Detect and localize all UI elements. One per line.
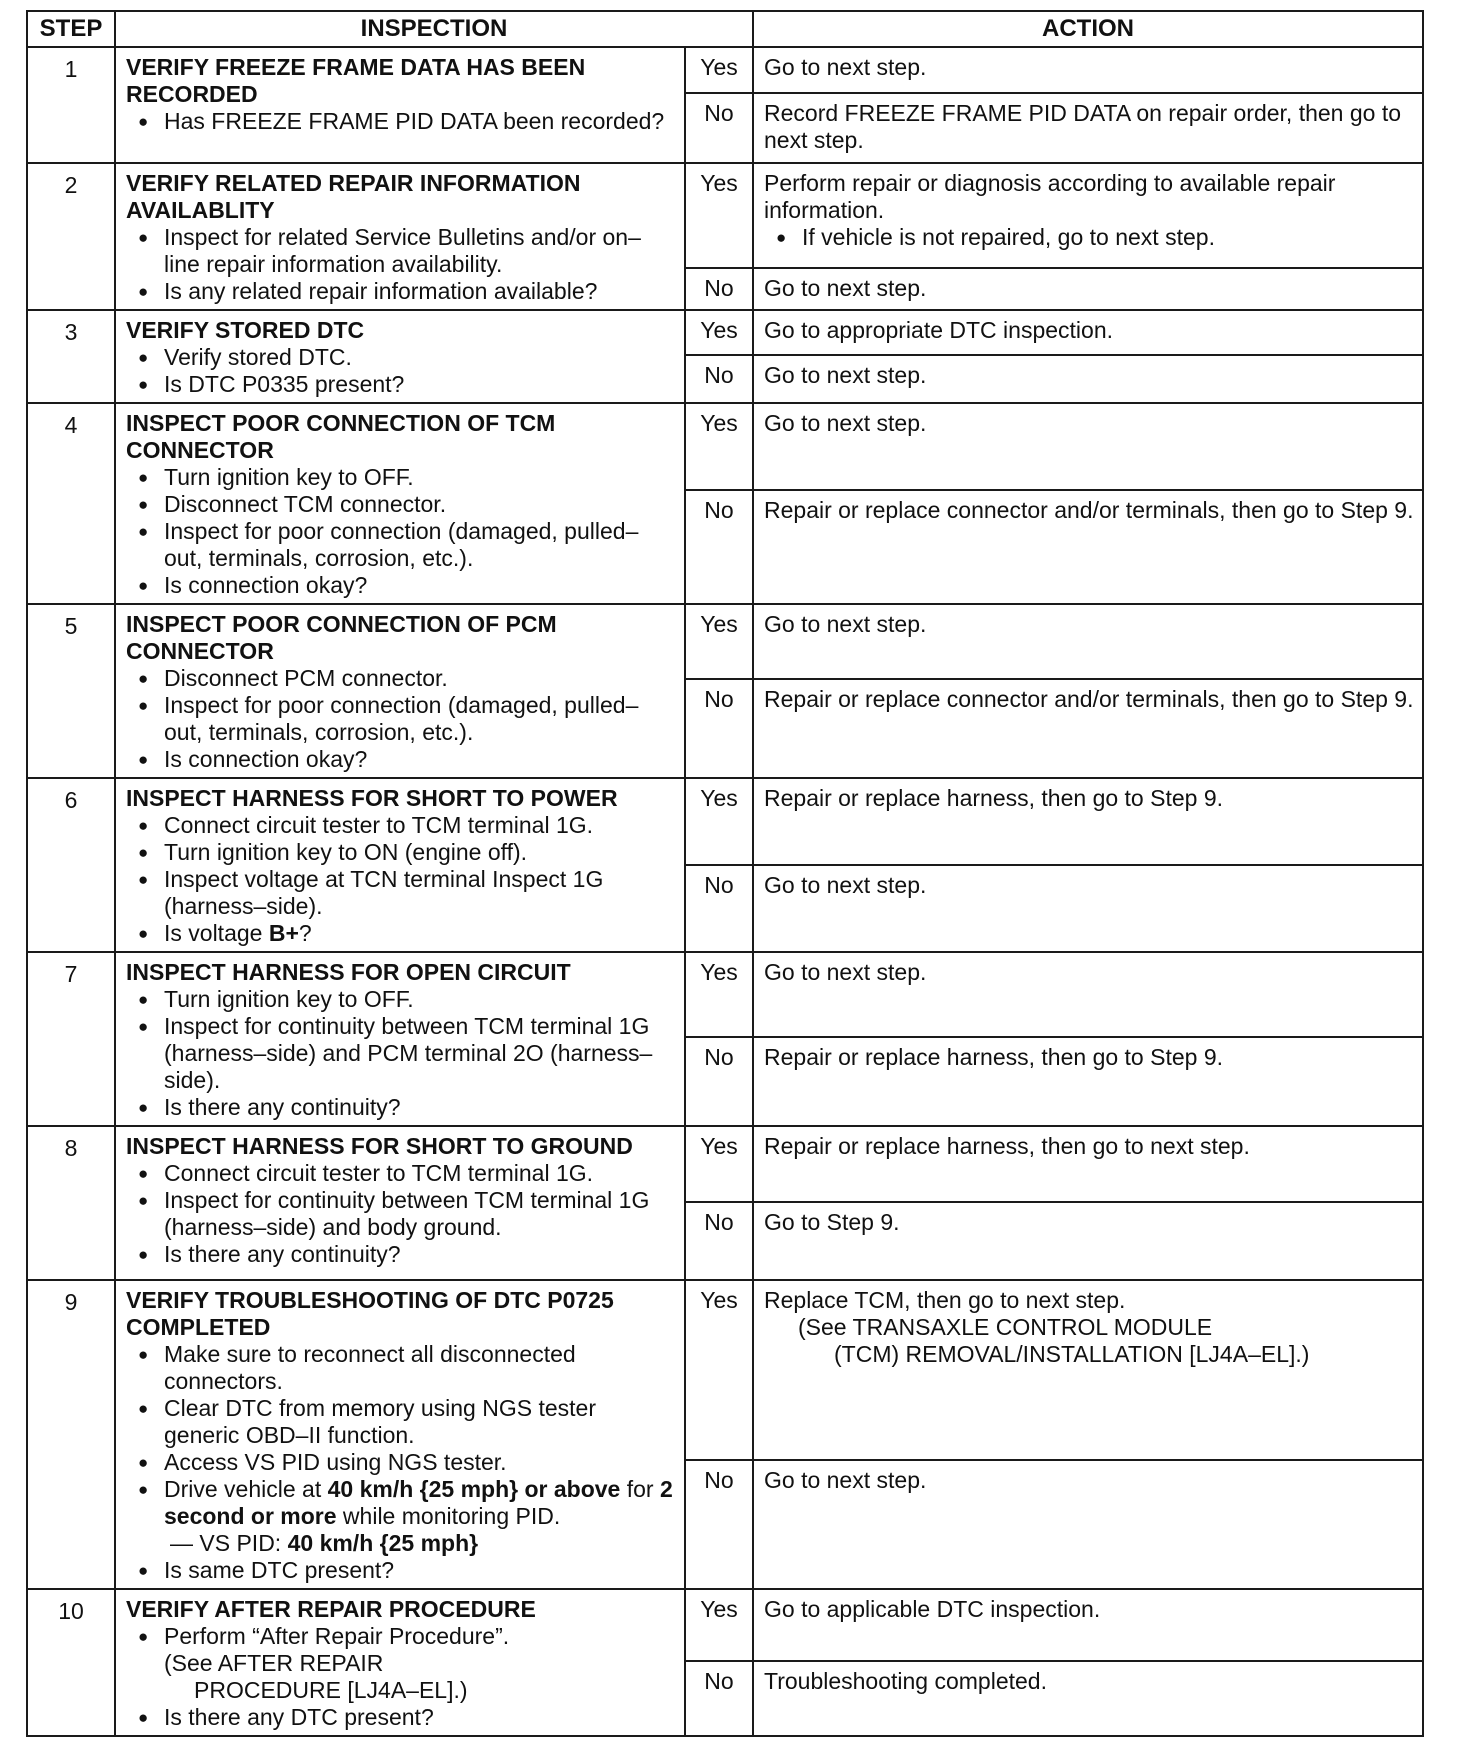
list-item: ● Clear DTC from memory using NGS tester generic OBD–II function.	[126, 1395, 676, 1449]
no-action: Go to next step.	[753, 1460, 1423, 1589]
yes-action: Go to appropriate DTC inspection.	[753, 310, 1423, 355]
step-7-yes-row	[27, 952, 1423, 1037]
step-inspection	[115, 952, 685, 1126]
step-inspection	[115, 1589, 685, 1736]
list-item: ● Inspect for continuity between TCM terminal 1G (harness–side) and body ground.	[126, 1187, 676, 1241]
troubleshooting-document	[26, 10, 1422, 1737]
reference-line: PROCEDURE [LJ4A–EL].)	[194, 1677, 468, 1703]
bullet-text: Drive vehicle at	[164, 1476, 328, 1502]
no-label: No	[685, 1661, 753, 1736]
list-item: ● Inspect voltage at TCN terminal Inspect 1G (harness–side).	[126, 866, 676, 920]
step-inspection	[115, 47, 685, 163]
no-action: Go to Step 9.	[753, 1202, 1423, 1280]
step-inspection	[115, 403, 685, 604]
list-item: ● Turn ignition key to ON (engine off).	[126, 839, 676, 866]
troubleshooting-table	[26, 10, 1424, 1737]
step-title: INSPECT HARNESS FOR SHORT TO POWER	[126, 785, 618, 811]
step-number: 9	[27, 1280, 115, 1589]
yes-label: Yes	[685, 403, 753, 490]
bullet-text: Is voltage	[164, 920, 269, 946]
step-title: VERIFY RELATED REPAIR INFORMATION AVAILABLITY	[126, 170, 581, 223]
yes-action-text: Perform repair or diagnosis according to available repair information.	[764, 170, 1336, 223]
yes-label: Yes	[685, 1126, 753, 1202]
sub-item-text: — VS PID:	[170, 1530, 288, 1556]
step-inspection	[115, 1126, 685, 1280]
no-label: No	[685, 93, 753, 163]
no-action: Go to next step.	[753, 268, 1423, 310]
sub-item-bold-text: 40 km/h {25 mph}	[287, 1530, 479, 1556]
list-item: ● Turn ignition key to OFF.	[126, 464, 676, 491]
list-item: ● Access VS PID using NGS tester.	[126, 1449, 676, 1476]
action-list	[764, 224, 1414, 251]
step-inspection	[115, 310, 685, 403]
list-item: ● Connect circuit tester to TCM terminal 1G.	[126, 1160, 676, 1187]
step-2-yes-row	[27, 163, 1423, 268]
bullet-text: while monitoring PID.	[336, 1503, 561, 1529]
list-item: ● Is there any continuity?	[126, 1241, 676, 1268]
no-label: No	[685, 1037, 753, 1126]
step-number: 10	[27, 1589, 115, 1736]
step-9-yes-row	[27, 1280, 1423, 1460]
inspection-list	[126, 1623, 676, 1731]
step-inspection	[115, 604, 685, 778]
yes-action: Go to next step.	[753, 604, 1423, 679]
list-item: ● Is DTC P0335 present?	[126, 371, 676, 398]
no-action: Go to next step.	[753, 865, 1423, 952]
inspection-list	[126, 108, 676, 135]
list-item: ● Turn ignition key to OFF.	[126, 986, 676, 1013]
bullet-bold-text: 40 km/h {25 mph} or above	[327, 1476, 621, 1502]
list-item: ● Has FREEZE FRAME PID DATA been recorded?	[126, 108, 676, 135]
list-item: ● Is there any continuity?	[126, 1094, 676, 1121]
step-6-yes-row	[27, 778, 1423, 865]
no-action: Record FREEZE FRAME PID DATA on repair order, then go to next step.	[753, 93, 1423, 163]
inspection-list	[126, 344, 676, 398]
reference-line: (See TRANSAXLE CONTROL MODULE	[798, 1314, 1213, 1340]
list-item: ● Inspect for continuity between TCM terminal 1G (harness–side) and PCM terminal 2O (harness–side).	[126, 1013, 676, 1094]
step-title: INSPECT POOR CONNECTION OF PCM CONNECTOR	[126, 611, 557, 664]
list-item: ● Inspect for related Service Bulletins and/or on–line repair information availability.	[126, 224, 676, 278]
step-number: 7	[27, 952, 115, 1126]
step-number: 6	[27, 778, 115, 952]
yes-label: Yes	[685, 47, 753, 93]
step-title: VERIFY AFTER REPAIR PROCEDURE	[126, 1596, 536, 1622]
no-action: Go to next step.	[753, 355, 1423, 403]
yes-action: Go to next step.	[753, 403, 1423, 490]
header-step: STEP	[27, 11, 115, 47]
yes-action	[753, 163, 1423, 268]
inspection-list	[126, 464, 676, 599]
step-title: INSPECT HARNESS FOR SHORT TO GROUND	[126, 1133, 633, 1159]
no-action: Repair or replace connector and/or terminals, then go to Step 9.	[753, 679, 1423, 778]
header-action: ACTION	[753, 11, 1423, 47]
no-label: No	[685, 865, 753, 952]
no-label: No	[685, 679, 753, 778]
yes-label: Yes	[685, 310, 753, 355]
step-10-yes-row	[27, 1589, 1423, 1661]
sub-item	[126, 1530, 676, 1557]
header-inspection: INSPECTION	[115, 11, 753, 47]
yes-label: Yes	[685, 1280, 753, 1460]
step-number: 2	[27, 163, 115, 310]
step-inspection	[115, 163, 685, 310]
list-item: ● If vehicle is not repaired, go to next step.	[764, 224, 1414, 251]
reference-note	[126, 1650, 676, 1704]
no-action: Repair or replace connector and/or terminals, then go to Step 9.	[753, 490, 1423, 604]
list-item: ● Is there any DTC present?	[126, 1704, 676, 1731]
step-title: INSPECT HARNESS FOR OPEN CIRCUIT	[126, 959, 571, 985]
step-1-yes-row	[27, 47, 1423, 93]
list-item: ● Perform “After Repair Procedure”.	[126, 1623, 676, 1650]
yes-action: Go to next step.	[753, 952, 1423, 1037]
yes-label: Yes	[685, 1589, 753, 1661]
yes-action-text: Replace TCM, then go to next step.	[764, 1287, 1126, 1313]
list-item: ● Make sure to reconnect all disconnected connectors.	[126, 1341, 676, 1395]
reference-note	[764, 1314, 1414, 1368]
step-title: VERIFY FREEZE FRAME DATA HAS BEEN RECORDED	[126, 54, 586, 107]
step-number: 5	[27, 604, 115, 778]
reference-line: (See AFTER REPAIR	[164, 1650, 384, 1676]
no-label: No	[685, 355, 753, 403]
yes-action	[753, 1280, 1423, 1460]
step-title: VERIFY TROUBLESHOOTING OF DTC P0725 COMPLETED	[126, 1287, 614, 1340]
step-inspection	[115, 778, 685, 952]
list-item: ● Is connection okay?	[126, 572, 676, 599]
no-action: Troubleshooting completed.	[753, 1661, 1423, 1736]
bullet-bold-text: 2 second or more	[164, 1476, 673, 1529]
bullet-bold-text: B+	[268, 920, 299, 946]
list-item: ● Inspect for poor connection (damaged, pulled–out, terminals, corrosion, etc.).	[126, 518, 676, 572]
yes-action: Go to next step.	[753, 47, 1423, 93]
inspection-list	[126, 224, 676, 305]
step-8-yes-row	[27, 1126, 1423, 1202]
yes-label: Yes	[685, 163, 753, 268]
bullet-text: for	[620, 1476, 660, 1502]
step-number: 1	[27, 47, 115, 163]
list-item: ● Is connection okay?	[126, 746, 676, 773]
inspection-list	[126, 1341, 676, 1584]
step-number: 8	[27, 1126, 115, 1280]
yes-label: Yes	[685, 604, 753, 679]
yes-action: Repair or replace harness, then go to Step 9.	[753, 778, 1423, 865]
no-label: No	[685, 268, 753, 310]
list-item	[126, 920, 676, 947]
no-label: No	[685, 1202, 753, 1280]
list-item	[126, 1476, 676, 1530]
list-item: ● Is any related repair information available?	[126, 278, 676, 305]
list-item: ● Verify stored DTC.	[126, 344, 676, 371]
step-5-yes-row	[27, 604, 1423, 679]
no-label: No	[685, 490, 753, 604]
list-item: ● Disconnect PCM connector.	[126, 665, 676, 692]
inspection-list	[126, 665, 676, 773]
reference-line: (TCM) REMOVAL/INSTALLATION [LJ4A–EL].)	[834, 1341, 1310, 1367]
step-title: INSPECT POOR CONNECTION OF TCM CONNECTOR	[126, 410, 556, 463]
inspection-list	[126, 812, 676, 947]
list-item: ● Is same DTC present?	[126, 1557, 676, 1584]
step-4-yes-row	[27, 403, 1423, 490]
step-title: VERIFY STORED DTC	[126, 317, 365, 343]
step-number: 4	[27, 403, 115, 604]
header-row	[27, 11, 1423, 47]
yes-label: Yes	[685, 778, 753, 865]
no-label: No	[685, 1460, 753, 1589]
list-item: ● Connect circuit tester to TCM terminal 1G.	[126, 812, 676, 839]
inspection-list	[126, 986, 676, 1121]
bullet-text: ?	[298, 920, 312, 946]
list-item: ● Disconnect TCM connector.	[126, 491, 676, 518]
step-3-yes-row	[27, 310, 1423, 355]
inspection-list	[126, 1160, 676, 1268]
no-action: Repair or replace harness, then go to Step 9.	[753, 1037, 1423, 1126]
yes-action: Repair or replace harness, then go to next step.	[753, 1126, 1423, 1202]
step-number: 3	[27, 310, 115, 403]
list-item: ● Inspect for poor connection (damaged, pulled–out, terminals, corrosion, etc.).	[126, 692, 676, 746]
yes-action: Go to applicable DTC inspection.	[753, 1589, 1423, 1661]
step-inspection	[115, 1280, 685, 1589]
yes-label: Yes	[685, 952, 753, 1037]
